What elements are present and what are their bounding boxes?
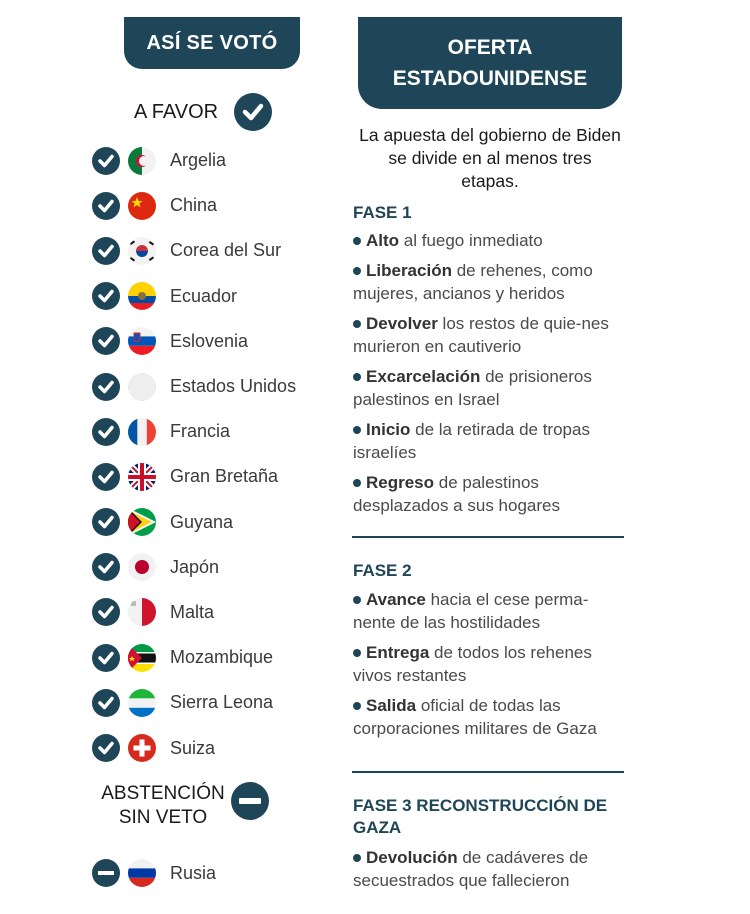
item-text: de cadáveres de secuestrados que fallecieron <box>353 848 589 890</box>
item-text: hacia el cese perma-nente de las hostilidades <box>353 590 589 632</box>
check-icon <box>92 553 120 581</box>
country-name: China <box>170 195 218 216</box>
favor-heading <box>134 92 272 132</box>
abstention-heading <box>98 782 228 830</box>
phase-1-title: FASE 1 <box>353 203 412 222</box>
check-icon <box>92 327 120 355</box>
item-text: los restos de quie-nes murieron en cautiverio <box>353 314 609 356</box>
country-name: Malta <box>170 601 215 622</box>
list-item <box>92 319 332 364</box>
right-header <box>358 17 622 109</box>
list-item <box>92 409 332 454</box>
list-item <box>92 680 332 725</box>
bullet-icon <box>353 479 361 487</box>
abstention-line-2: SIN VETO <box>118 807 208 828</box>
bullet-icon <box>353 702 361 710</box>
phase-3-title: FASE 3 RECONSTRUCCIÓN DE GAZA <box>353 796 608 837</box>
item-text: de palestinos desplazados a sus hogares <box>353 473 560 515</box>
flag-russia-icon <box>128 859 156 887</box>
check-icon <box>92 192 120 220</box>
item-text: de la retirada de tropas israelíes <box>353 420 590 462</box>
flag-usa-icon <box>128 373 156 401</box>
country-name: Japón <box>170 556 220 577</box>
list-item <box>92 725 332 770</box>
item-keyword: Devolución <box>366 848 458 867</box>
list-item <box>92 183 332 228</box>
check-icon <box>92 147 120 175</box>
item-keyword: Devolver <box>366 314 438 333</box>
minus-icon <box>92 859 120 887</box>
country-name: Rusia <box>170 862 217 883</box>
left-header: ASÍ SE VOTÓ <box>124 17 300 69</box>
check-icon <box>92 282 120 310</box>
list-item <box>92 545 332 590</box>
list-item <box>353 312 625 358</box>
list-item <box>353 471 625 517</box>
list-item <box>92 138 332 183</box>
list-item <box>353 365 625 411</box>
flag-china-icon <box>128 192 156 220</box>
list-item <box>92 364 332 409</box>
list-item <box>92 590 332 635</box>
flag-mozambique-icon <box>128 644 156 672</box>
phase-1-items <box>353 229 625 524</box>
intro-text: La apuesta del gobierno de Biden se divide en al menos tres etapas. <box>359 125 621 191</box>
item-text: oficial de todas las corporaciones militares de Gaza <box>353 696 597 738</box>
country-name: Corea del Sur <box>170 240 282 261</box>
check-icon <box>234 93 272 131</box>
list-item <box>353 694 625 740</box>
flag-sierra-leone-icon <box>128 689 156 717</box>
flag-switzerland-icon <box>128 734 156 762</box>
country-name: Francia <box>170 421 231 442</box>
item-text: de rehenes, como mujeres, ancianos y heridos <box>353 261 593 303</box>
country-name: Mozambique <box>170 647 274 668</box>
country-name: Argelia <box>170 150 227 171</box>
flag-ecuador-icon <box>128 282 156 310</box>
bullet-icon <box>353 320 361 328</box>
item-keyword: Inicio <box>366 420 411 439</box>
bullet-icon <box>353 373 361 381</box>
item-text: de prisioneros palestinos en Israel <box>353 367 592 409</box>
minus-icon <box>231 782 269 820</box>
check-icon <box>92 644 120 672</box>
item-keyword: Alto <box>366 231 400 250</box>
country-name: Suiza <box>170 737 216 758</box>
flag-uk-icon <box>128 463 156 491</box>
country-list <box>92 138 332 771</box>
divider <box>352 536 624 538</box>
item-text: de todos los rehenes vivos restantes <box>353 643 592 685</box>
divider <box>352 771 624 773</box>
check-icon <box>92 508 120 536</box>
phase-2-title: FASE 2 <box>353 561 412 580</box>
country-name: Ecuador <box>170 285 238 306</box>
country-name: Estados Unidos <box>170 376 297 397</box>
flag-france-icon <box>128 418 156 446</box>
list-item <box>92 454 332 499</box>
flag-south-korea-icon <box>128 237 156 265</box>
right-header-line-2: ESTADOUNIDENSE <box>392 67 588 90</box>
list-item <box>92 228 332 273</box>
list-item <box>353 641 625 687</box>
favor-label: A FAVOR <box>134 100 219 123</box>
flag-guyana-icon <box>128 508 156 536</box>
bullet-icon <box>353 237 361 245</box>
list-item <box>92 274 332 319</box>
bullet-icon <box>353 854 361 862</box>
item-keyword: Salida <box>366 696 417 715</box>
list-item <box>92 500 332 545</box>
flag-algeria-icon <box>128 147 156 175</box>
check-icon <box>92 734 120 762</box>
check-icon <box>92 237 120 265</box>
list-item <box>92 858 216 888</box>
flag-malta-icon <box>128 598 156 626</box>
item-keyword: Entrega <box>366 643 430 662</box>
phase-2-items <box>353 588 625 747</box>
country-name: Guyana <box>170 511 234 532</box>
flag-slovenia-icon <box>128 327 156 355</box>
bullet-icon <box>353 267 361 275</box>
item-text: al fuego inmediato <box>399 231 543 250</box>
list-item <box>353 418 625 464</box>
check-icon <box>92 418 120 446</box>
list-item <box>353 846 625 892</box>
check-icon <box>92 689 120 717</box>
right-header-line-1: OFERTA <box>447 36 533 59</box>
check-icon <box>92 598 120 626</box>
country-name: Gran Bretaña <box>170 466 279 487</box>
item-keyword: Excarcelación <box>366 367 481 386</box>
list-item <box>92 635 332 680</box>
check-icon <box>92 373 120 401</box>
abstention-line-1: ABSTENCIÓN <box>101 783 225 804</box>
phase-3-items <box>353 846 625 899</box>
country-name: Eslovenia <box>170 330 249 351</box>
check-icon <box>92 463 120 491</box>
bullet-icon <box>353 426 361 434</box>
bullet-icon <box>353 649 361 657</box>
flag-japan-icon <box>128 553 156 581</box>
list-item <box>353 259 625 305</box>
item-keyword: Liberación <box>366 261 452 280</box>
list-item <box>353 588 625 634</box>
bullet-icon <box>353 596 361 604</box>
item-keyword: Avance <box>366 590 426 609</box>
item-keyword: Regreso <box>366 473 435 492</box>
list-item <box>353 229 625 252</box>
country-name: Sierra Leona <box>170 692 274 713</box>
